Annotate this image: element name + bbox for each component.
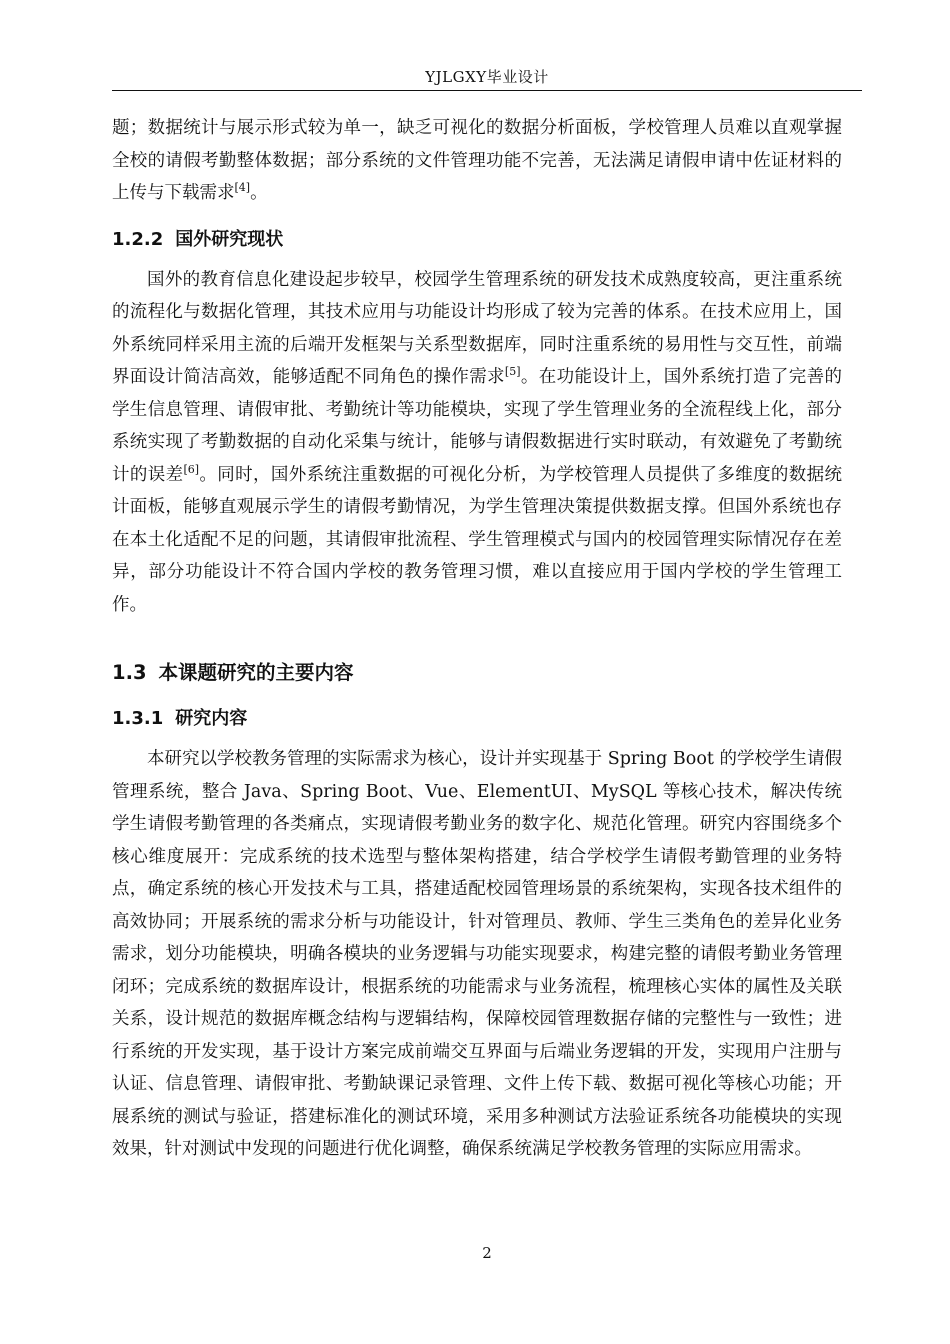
citation-6: [6] [183, 462, 200, 476]
citation-5: [5] [504, 365, 521, 379]
paragraph-text: 。同时，国外系统注重数据的可视化分析，为学校管理人员提供了多维度的数据统计面板，能够直观展示学生的请假考勤情况，为学生管理决策提供数据支撑。但国外系统也存在本土化适配不足的问题，其请假审批流程、学生管理模式与国内的校园管理实际情况存在差异，部分功能设计不符合国内学校的教务管理习惯，难以直接应用于国内学校的学生管理工作。 [112, 464, 843, 615]
section-heading-1-2-2 [112, 224, 842, 256]
paragraph-text: 题；数据统计与展示形式较为单一，缺乏可视化的数据分析面板，学校管理人员难以直观掌握全校的请假考勤整体数据；部分系统的文件管理功能不完善，无法满足请假申请中佐证材料的上传与下载需求 [112, 118, 842, 203]
paragraph-text: 。在功能设计上，国外系统打造了完善的学生信息管理、请假审批、考勤统计等功能模块，实现了学生管理业务的全流程线上化，部分系统实现了考勤数据的自动化采集与统计，能够与请假数据进行实时联动，有效避免了考勤统计的误差 [112, 367, 842, 485]
paragraph-foreign-research [112, 264, 842, 622]
paragraph-continued [112, 112, 842, 210]
section-number: 1.3 [112, 661, 147, 684]
section-heading-1-3-1 [112, 703, 842, 735]
body-text [112, 112, 842, 1166]
section-title: 本课题研究的主要内容 [158, 661, 354, 684]
paragraph-research-content [112, 743, 842, 1166]
citation-4: [4] [234, 181, 251, 195]
header-rule [112, 90, 862, 91]
paragraph-text: 国外的教育信息化建设起步较早，校园学生管理系统的研发技术成熟度较高，更注重系统的流程化与数据化管理，其技术应用与功能设计均形成了较为完善的体系。在技术应用上，国外系统同样采用主流的后端开发框架与关系型数据库，同时注重系统的易用性与交互性，前端界面设计简洁高效，能够适配不同角色的操作需求 [112, 269, 842, 387]
running-header: YJLGXY毕业设计 [425, 68, 549, 86]
paragraph-end: 。 [250, 183, 268, 203]
section-heading-1-3 [112, 657, 842, 689]
paragraph-text: 本研究以学校教务管理的实际需求为核心，设计并实现基于 Spring Boot 的学校学生请假管理系统，整合 Java、Spring Boot、Vue、ElementUI、MySQL 等核心技术，解决传统学生请假考勤管理的各类痛点，实现请假考勤业务的数字化、规范化管理。研究内容围绕多个核心维度展开：完成系统的技术选型与整体架构搭建，结合学校学生请假考勤管理的业务特点，确定系统的核心开发技术与工具，搭建适配校园管理场景的系统架构，实现各技术组件的高效协同；开展系统的需求分析与功能设计，针对管理员、教师、学生三类角色的差异化业务需求，划分功能模块，明确各模块的业务逻辑与功能实现要求，构建完整的请假考勤业务管理闭环；完成系统的数据库设计，根据系统的功能需求与业务流程，梳理核心实体的属性及关联关系，设计规范的数据库概念结构与逻辑结构，保障校园管理数据存储的完整性与一致性；进行系统的开发实现，基于设计方案完成前端交互界面与后端业务逻辑的开发，实现用户注册与认证、信息管理、请假审批、考勤缺课记录管理、文件上传下载、数据可视化等核心功能；开展系统的测试与验证，搭建标准化的测试环境，采用多种测试方法验证系统各功能模块的实现效果，针对测试中发现的问题进行优化调整，确保系统满足学校教务管理的实际应用需求。 [112, 749, 842, 1159]
section-number: 1.2.2 [112, 228, 164, 250]
page-number: 2 [482, 1244, 492, 1262]
section-title: 研究内容 [175, 708, 248, 729]
section-title: 国外研究现状 [175, 228, 284, 250]
section-number: 1.3.1 [112, 708, 164, 729]
